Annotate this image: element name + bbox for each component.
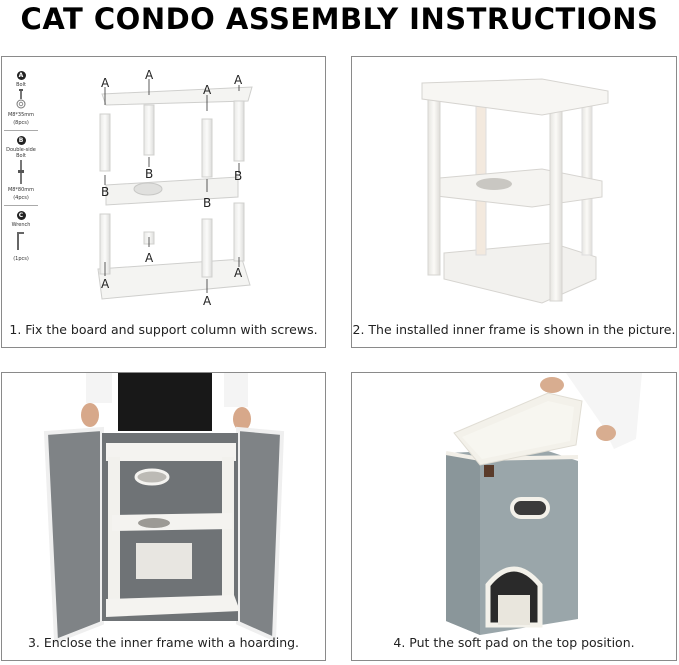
- page-title: CAT CONDO ASSEMBLY INSTRUCTIONS: [20, 2, 659, 36]
- part-b-name: Double-side Bolt: [6, 147, 36, 159]
- step-3-panel: [1, 372, 326, 661]
- part-b-qty: (4pcs): [13, 195, 29, 201]
- soft-pad-photo: [352, 373, 677, 661]
- diagram-label: A: [234, 266, 243, 280]
- diagram-label: A: [203, 83, 212, 97]
- part-c-badge: C: [17, 211, 26, 220]
- part-a-qty: (8pcs): [13, 120, 29, 126]
- diagram-label: A: [145, 68, 154, 82]
- diagram-label: A: [145, 251, 154, 265]
- part-c-qty: (1pcs): [13, 256, 29, 262]
- step-2-panel: [351, 56, 677, 348]
- diagram-label: A: [101, 277, 110, 291]
- part-a-badge: A: [17, 71, 26, 80]
- diagram-label: A: [203, 294, 212, 308]
- person-torso: [118, 373, 212, 431]
- part-c-name: Wrench: [11, 222, 31, 228]
- diagram-label: B: [145, 167, 154, 181]
- inner-frame-photo: [352, 57, 677, 348]
- step-1-panel: [1, 56, 326, 348]
- part-b-badge: B: [17, 136, 26, 145]
- diagram-label: B: [234, 169, 243, 183]
- step-1-caption: 1. Fix the board and support column with screws.: [9, 322, 318, 337]
- diagram-label: B: [203, 196, 212, 210]
- part-a-name: Bolt: [16, 82, 26, 88]
- enclose-frame-photo: [2, 373, 326, 661]
- step-4-caption: 4. Put the soft pad on the top position.: [393, 635, 635, 650]
- part-a-size: M8*35mm: [7, 112, 35, 118]
- diagram-label: A: [234, 73, 243, 87]
- step-3-caption: 3. Enclose the inner frame with a hoarding.: [27, 635, 300, 650]
- diagram-label: B: [101, 185, 110, 199]
- exploded-assembly-diagram: [2, 57, 326, 348]
- step-2-caption: 2. The installed inner frame is shown in the picture.: [352, 322, 676, 337]
- part-b-size: M8*80mm: [7, 187, 35, 193]
- step-4-panel: [351, 372, 677, 661]
- diagram-label: A: [101, 76, 110, 90]
